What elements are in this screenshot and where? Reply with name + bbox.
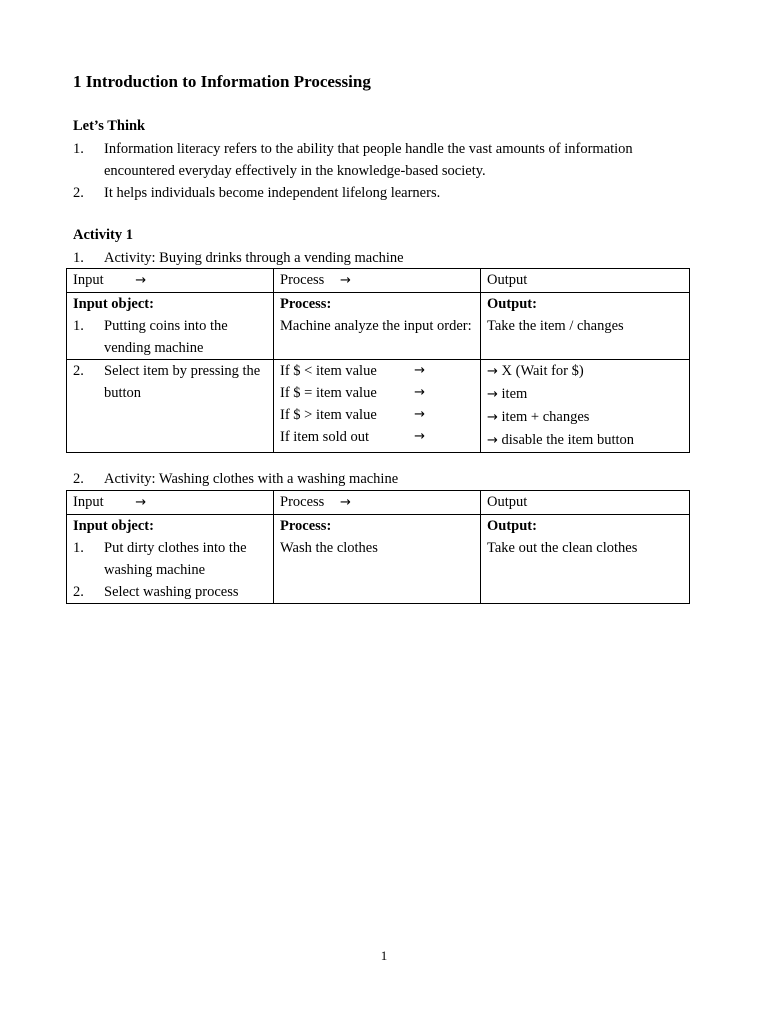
header-cell-input: Input → [67,491,274,515]
header-cell-process: Process → [274,269,481,293]
lets-think-item-1 [73,138,683,182]
list-number: 1. [73,141,84,157]
list-item: 1. Putting coins into the vending machine [73,318,228,356]
page-number: 1 [380,948,388,963]
list-item: 1. Put dirty clothes into the washing machine [73,540,247,578]
arrow-right-icon: → [487,364,498,379]
table-row [67,360,690,453]
input-object-label: Input object: [73,518,154,534]
process-cell [274,360,481,453]
table-row [67,515,690,604]
list-item: 2. Select item by pressing the button [73,363,261,401]
table-header-row [67,491,690,515]
washing-machine-table [66,490,690,604]
list-text: It helps individuals become independent lifelong learners. [104,185,441,201]
header-cell-input: Input → [67,269,274,293]
output-label: Output: [487,518,537,534]
header-cell-output: Output [481,491,690,515]
process-label: Process: [280,296,332,312]
activity-1-item-2 [73,468,683,490]
header-cell-output: Output [481,269,690,293]
lets-think-heading: Let’s Think [73,118,146,134]
condition-line: If $ > item value → [280,404,425,426]
output-text: Take out the clean clothes [487,540,638,556]
process-label: Process: [280,518,332,534]
activity-1-item-1 [73,247,683,269]
arrow-right-icon: → [487,433,498,448]
process-cell [274,293,481,360]
process-text: Wash the clothes [280,540,378,556]
list-item: 2. Select washing process [73,584,239,600]
process-cell [274,515,481,604]
arrow-right-icon: → [135,273,147,288]
table-header-row [67,269,690,293]
output-cell [481,515,690,604]
condition-line: If item sold out → [280,426,425,448]
arrow-right-icon: → [135,495,147,510]
arrow-right-icon: → [414,429,425,444]
output-line: → item [487,383,683,406]
output-line: → item + changes [487,406,683,429]
arrow-right-icon: → [414,407,425,422]
arrow-right-icon: → [487,387,498,402]
condition-line: If $ < item value → [280,360,425,382]
list-number: 2. [73,185,84,201]
header-cell-process: Process → [274,491,481,515]
arrow-right-icon: → [414,363,425,378]
vending-machine-table [66,268,690,453]
input-object-label: Input object: [73,296,154,312]
activity-1-heading: Activity 1 [73,227,133,243]
list-text: Activity: Washing clothes with a washing machine [104,471,399,487]
output-line: → disable the item button [487,429,683,452]
input-cell [67,293,274,360]
table-row [67,293,690,360]
lets-think-item-2 [73,182,683,204]
output-text: Take the item / changes [487,318,624,334]
list-text: Activity: Buying drinks through a vending machine [104,250,404,266]
output-line: → X (Wait for $) [487,360,683,383]
list-number: 1. [73,250,84,266]
process-text: Machine analyze the input order: [280,318,472,334]
arrow-right-icon: → [414,385,425,400]
output-cell [481,293,690,360]
output-cell [481,360,690,453]
input-cell [67,515,274,604]
page-title: 1 Introduction to Information Processing [73,72,371,91]
output-label: Output: [487,296,537,312]
input-cell [67,360,274,453]
list-text: Information literacy refers to the ability that people handle the vast amounts of information encountered everyday effectively in the knowledge-based society. [104,141,633,179]
list-number: 2. [73,471,84,487]
arrow-right-icon: → [339,273,351,288]
arrow-right-icon: → [487,410,498,425]
arrow-right-icon: → [339,495,351,510]
condition-line: If $ = item value → [280,382,425,404]
